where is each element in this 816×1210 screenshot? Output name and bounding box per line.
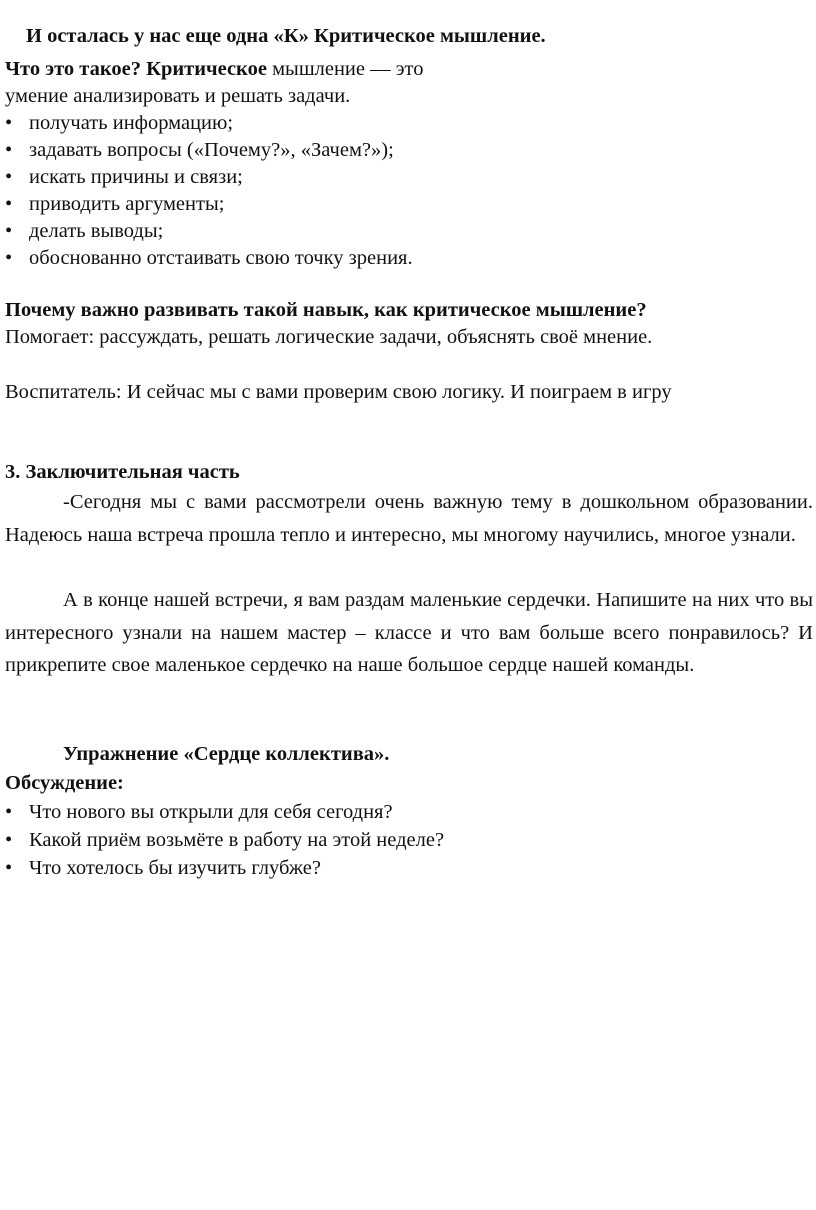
bullet-icon: • [5, 801, 13, 823]
list-item [5, 138, 394, 162]
list-item [5, 828, 444, 852]
list-item-text: получать информацию; [29, 112, 234, 134]
list-item [5, 111, 233, 135]
list-item [5, 165, 243, 189]
list-item [5, 856, 321, 880]
exercise-title: Упражнение «Сердце коллектива». [63, 743, 390, 765]
bullet-icon: • [5, 193, 13, 215]
list-item [5, 192, 224, 216]
list-item [5, 219, 163, 243]
list-item-text: искать причины и связи; [29, 166, 243, 188]
paragraph-text: А в конце нашей встречи, я вам раздам маленькие сердечки. Напишите на них что вы интересного узнали на нашем мастер – классе и что вам больше всего понравилось? И прикрепите свое маленькое сердечко на наше большое сердце нашей команды. [5, 589, 813, 676]
discussion-title: Обсуждение: [5, 772, 124, 794]
bullet-icon: • [5, 112, 13, 134]
list-item-text: обоснованно отстаивать свою точку зрения. [29, 247, 413, 269]
list-item-text: задавать вопросы («Почему?», «Зачем?»); [29, 139, 394, 161]
list-item-text: Какой приём возьмёте в работу на этой неделе? [29, 829, 445, 851]
definition-line-1 [5, 57, 423, 81]
list-item-text: Что нового вы открыли для себя сегодня? [29, 801, 393, 823]
list-item-text: приводить аргументы; [29, 193, 225, 215]
section3-title: 3. Заключительная часть [5, 461, 240, 483]
why-question: Почему важно развивать такой навык, как критическое мышление? [5, 299, 647, 321]
definition-question: Что это такое? Критическое [5, 58, 267, 80]
list-item-text: делать выводы; [29, 220, 164, 242]
list-item-text: Что хотелось бы изучить глубже? [29, 857, 321, 879]
section-heading: И осталась у нас еще одна «К» Критическое мышление. [26, 25, 546, 47]
paragraph-text: -Сегодня мы с вами рассмотрели очень важную тему в дошкольном образовании. Надеюсь наша встреча прошла тепло и интересно, мы многому научились, многое узнали. [5, 491, 813, 546]
bullet-icon: • [5, 166, 13, 188]
educator-line: Воспитатель: И сейчас мы с вами проверим свою логику. И поиграем в игру [5, 381, 672, 403]
why-answer: Помогает: рассуждать, решать логические задачи, объяснять своё мнение. [5, 326, 653, 348]
bullet-icon: • [5, 247, 13, 269]
bullet-icon: • [5, 139, 13, 161]
bullet-icon: • [5, 857, 13, 879]
section3-paragraph-1 [5, 486, 813, 551]
list-item [5, 246, 413, 270]
list-item [5, 800, 393, 824]
section3-paragraph-2 [5, 584, 813, 682]
bullet-icon: • [5, 220, 13, 242]
definition-line-2: умение анализировать и решать задачи. [5, 85, 351, 107]
definition-rest: мышление — это [266, 58, 424, 80]
bullet-icon: • [5, 829, 13, 851]
